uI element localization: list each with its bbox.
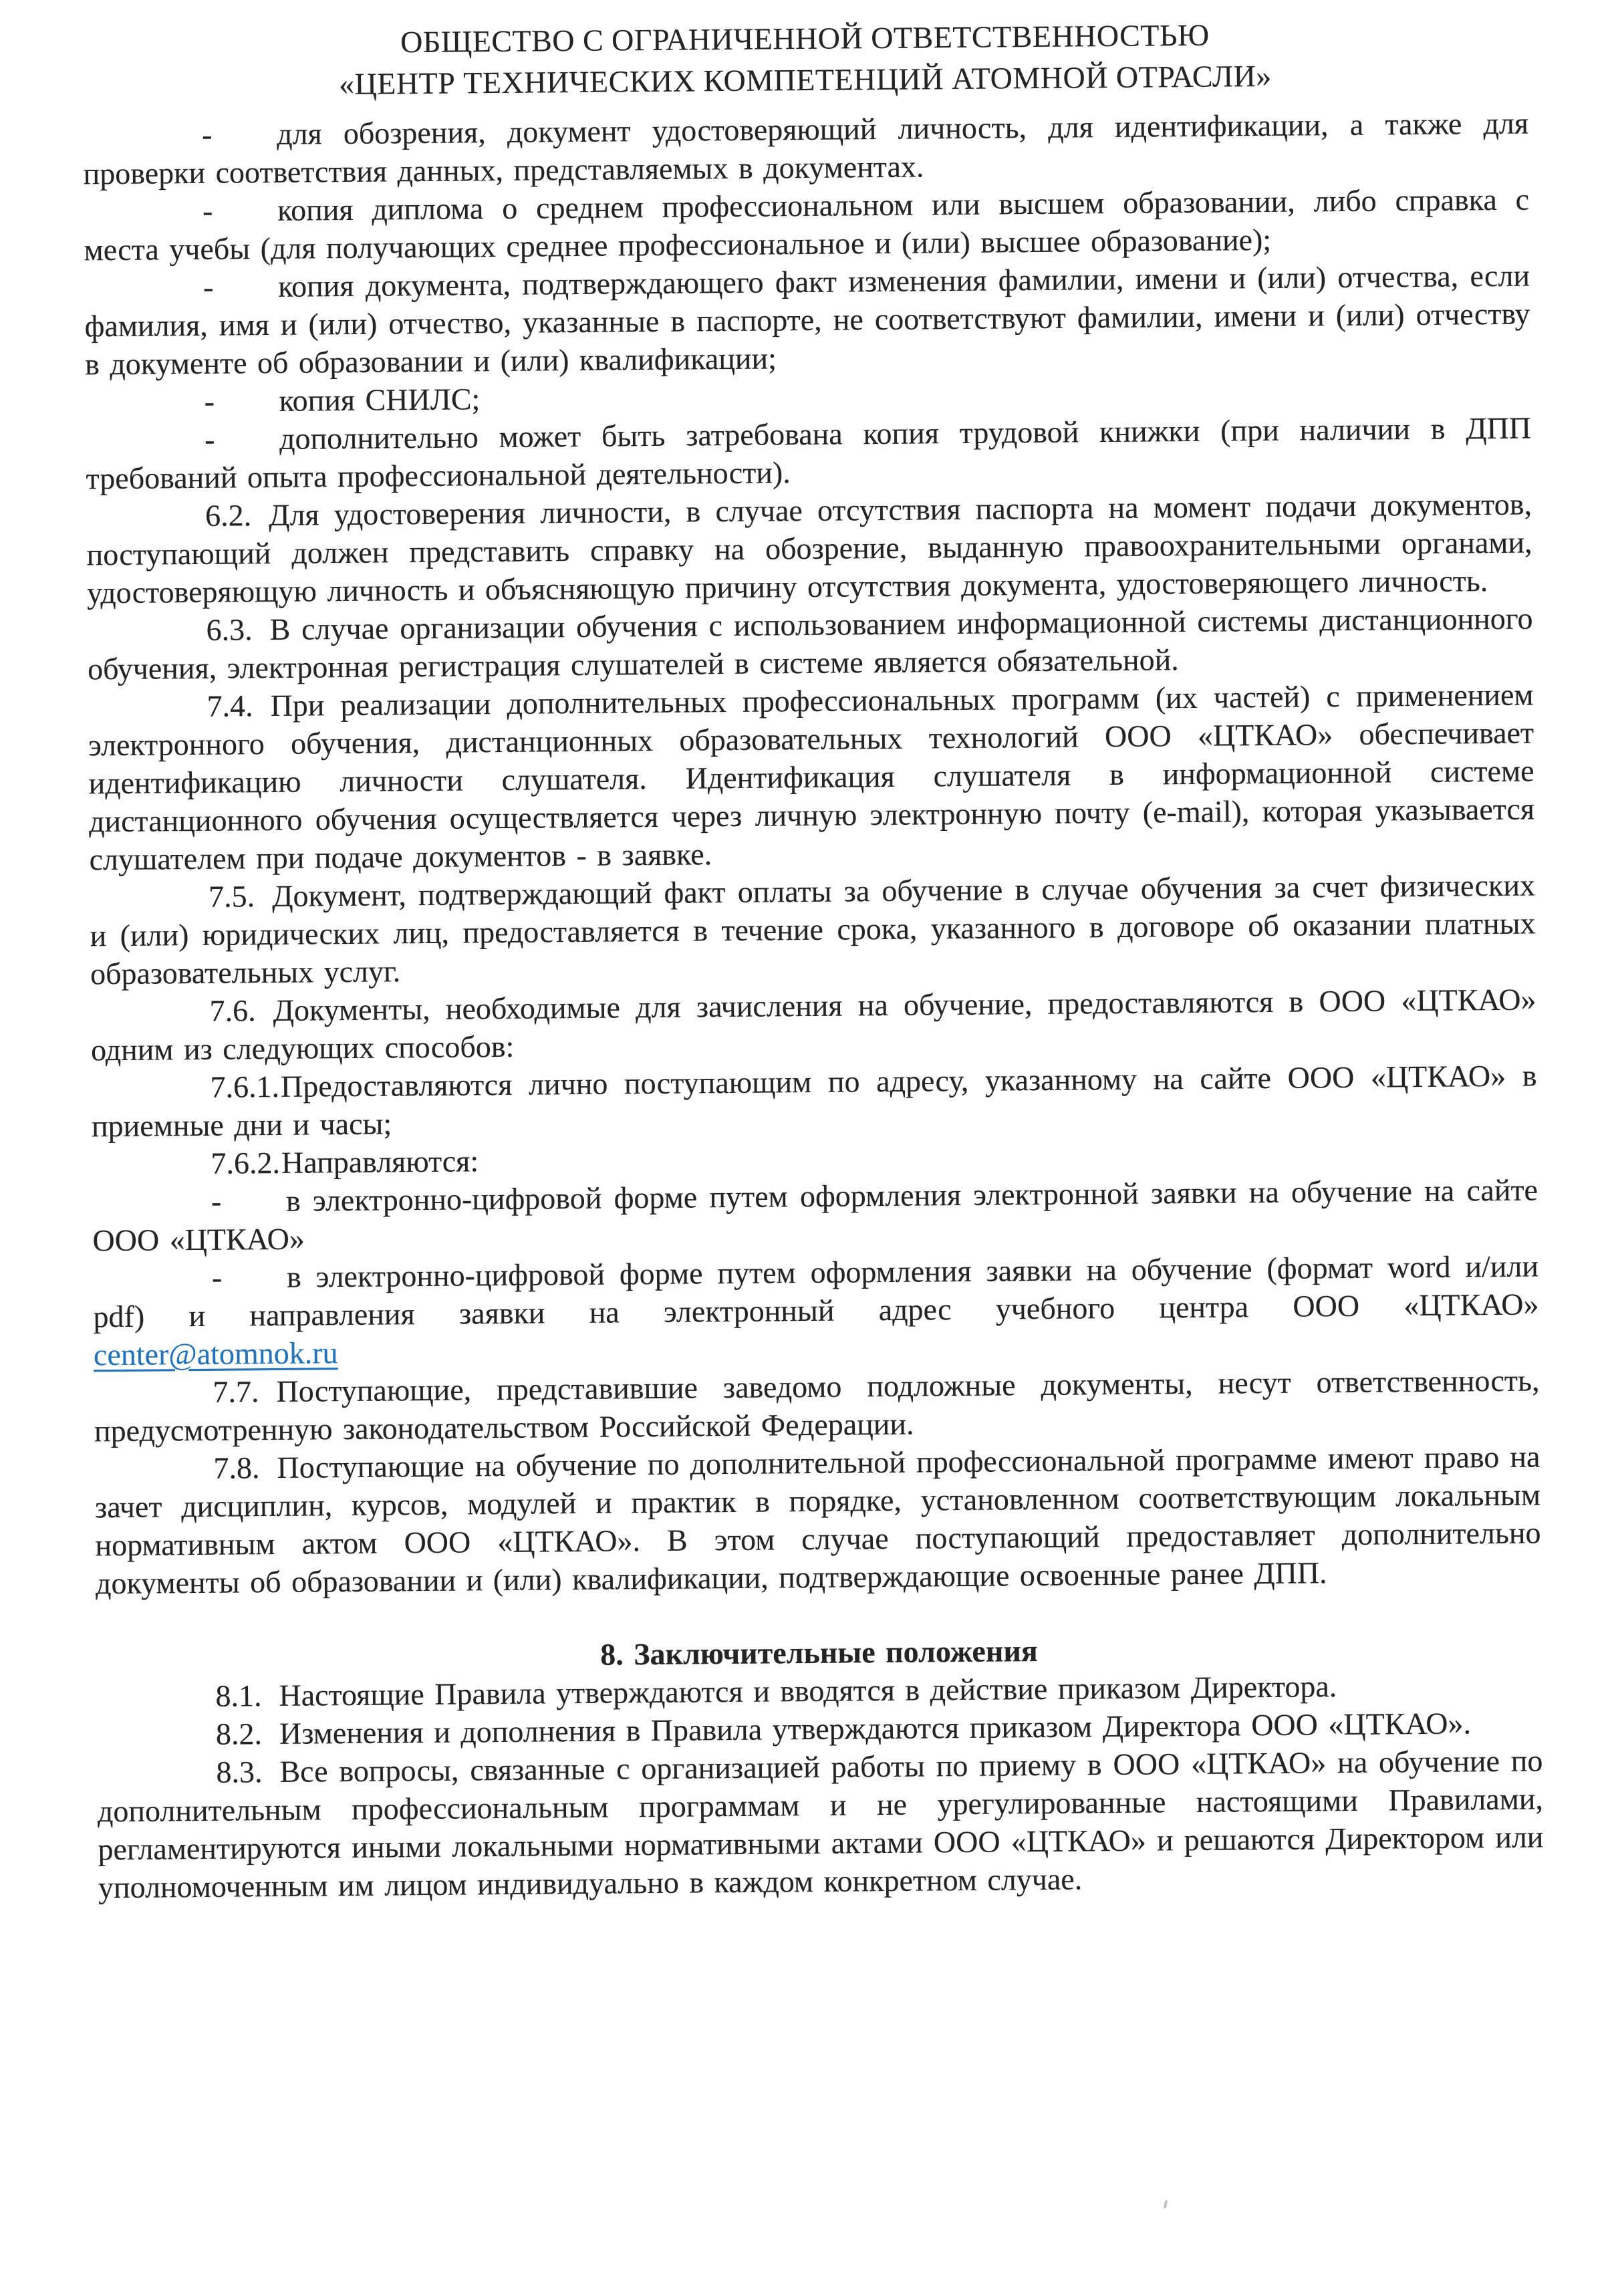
clause-number: 7.4.	[207, 688, 253, 723]
clause-text: Все вопросы, связанные с организацией работы по приему в ООО «ЦТКАО» на обучение по дополнительным профессиональным программам и не урегулированные настоящими Правилами, регламентируются иными локальными нормативными актами ООО «ЦТКАО» и решаются Директором или уполномоченным им лицом индивидуально в каждом конкретном случае.	[97, 1743, 1544, 1905]
numbered-clause	[94, 1361, 1540, 1450]
bullet-text: копия документа, подтверждающего факт изменения фамилии, имени и (или) отчества, если фамилия, имя и (или) отчество, указанные в паспорте, не соответствуют фамилии, имени и (или) отчеству в документе об образовании и (или) квалификации;	[84, 258, 1530, 382]
clause-text: При реализации дополнительных профессиональных программ (их частей) с применением электронного обучения, дистанционных образовательных технологий ООО «ЦТКАО» обеспечивает идентификацию личности слушателя. Идентификация слушателя в информационной системе дистанционного обучения осуществляется через личную электронную почту (e-mail), которая указывается слушателем при подаче документов - в заявке.	[88, 677, 1535, 877]
bullet-dash: -	[203, 269, 214, 304]
bullet-dash: -	[204, 384, 215, 418]
clause-number: 7.7.	[213, 1374, 259, 1409]
bullet-text: в электронно-цифровой форме путем оформления электронной заявки на обучение на сайте ООО «ЦТКАО»	[92, 1172, 1538, 1258]
numbered-clause	[90, 866, 1536, 993]
org-name-line2: «ЦЕНТР ТЕХНИЧЕСКИХ КОМПЕТЕНЦИЙ АТОМНОЙ ОТРАСЛИ»	[338, 58, 1272, 102]
bullet-item	[86, 409, 1532, 498]
clause-text: Документ, подтверждающий факт оплаты за обучение в случае обучения за счет физических и (или) юридических лиц, предоставляется в течение срока, указанного в договоре об оказании платных образовательных услуг.	[90, 868, 1536, 991]
bullet-text: копия СНИЛС;	[279, 382, 481, 418]
numbered-clause	[87, 600, 1533, 688]
org-name-line1: ОБЩЕСТВО С ОГРАНИЧЕННОЙ ОТВЕТСТВЕННОСТЬЮ	[400, 17, 1210, 59]
clause-number: 7.6.2.	[211, 1145, 281, 1180]
clause-text: Настоящие Правила утверждаются и вводятся в действие приказом Директора.	[279, 1669, 1337, 1712]
clause-text: Изменения и дополнения в Правила утверждаются приказом Директора ООО «ЦТКАО».	[279, 1706, 1472, 1751]
bullet-dash: -	[204, 422, 215, 457]
clause-text: Поступающие, представившие заведомо подложные документы, несут ответственность, предусмотренную законодательством Российской Федерации.	[94, 1363, 1540, 1448]
scan-speck	[1164, 2200, 1168, 2209]
numbered-clause	[90, 980, 1536, 1069]
clause-number: 6.3.	[206, 612, 253, 647]
scanned-text-block	[82, 12, 1544, 1907]
clause-number: 7.6.1.	[210, 1069, 280, 1104]
clause-text: Направляются:	[281, 1144, 479, 1180]
org-header	[82, 12, 1528, 108]
bullet-dash: -	[202, 193, 213, 228]
clause-number: 8.1.	[215, 1678, 262, 1713]
bullet-dash: -	[201, 117, 213, 152]
clause-text: Предоставляются лично поступающим по адресу, указанному на сайте ООО «ЦТКАО» в приемные дни и часы;	[91, 1058, 1537, 1144]
clause-number: 7.5.	[208, 879, 255, 914]
clause-text: В случае организации обучения с использованием информационной системы дистанционного обучения, электронная регистрация слушателей в системе является обязательной.	[87, 601, 1533, 686]
clause-number: 7.6.	[209, 993, 256, 1028]
bullet-text: для обозрения, документ удостоверяющий личность, для идентификации, а также для проверки соответствия данных, представляемых в документах.	[83, 106, 1529, 191]
bullet-text: дополнительно может быть затребована копия трудовой книжки (при наличии в ДПП требований опыта профессиональной деятельности).	[86, 410, 1532, 496]
numbered-clause	[94, 1437, 1541, 1602]
numbered-clause	[86, 485, 1532, 612]
numbered-clause	[88, 676, 1534, 879]
bullet-dash: -	[211, 1184, 222, 1219]
email-link[interactable]: center@atomnok.ru	[93, 1335, 338, 1372]
bullet-dash: -	[211, 1260, 223, 1295]
bullet-item	[83, 104, 1529, 193]
bullet-item	[92, 1170, 1538, 1259]
bullet-item	[84, 180, 1530, 269]
clause-text: Поступающие на обучение по дополнительной профессиональной программе имеют право на зачет дисциплин, курсов, модулей и практик в порядке, установленном соответствующим локальным нормативным актом ООО «ЦТКАО». В этом случае поступающий предоставляет дополнительно документы об образовании и (или) квалификации, подтверждающие освоенные ранее ДПП.	[94, 1439, 1541, 1601]
bullet-text: копия диплома о среднем профессиональном или высшем образовании, либо справка с места учебы (для получающих среднее профессиональное и (или) высшее образование);	[84, 182, 1530, 267]
bullet-item	[84, 257, 1530, 384]
numbered-clause	[97, 1741, 1544, 1906]
numbered-clause	[91, 1056, 1537, 1145]
clause-text: Для удостоверения личности, в случае отсутствия паспорта на момент подачи документов, поступающий должен представить справку на обозрение, выданную правоохранительными органами, удостоверяющую личность и объясняющую причину отсутствия документа, удостоверяющего личность.	[86, 487, 1532, 610]
bullet-text: в электронно-цифровой форме путем оформления заявки на обучение (формат word и/или pdf) и направления заявки на электронный адрес учебного центра ООО «ЦТКАО»	[93, 1249, 1539, 1334]
section-heading-text: 8. Заключительные положения	[599, 1634, 1038, 1672]
clause-text: Документы, необходимые для зачисления на обучение, предоставляются в ООО «ЦТКАО» одним из следующих способов:	[90, 982, 1536, 1067]
clause-number: 6.2.	[205, 498, 252, 533]
clause-number: 8.3.	[216, 1755, 263, 1789]
clause-number: 8.2.	[215, 1716, 263, 1751]
bullet-item-with-link	[93, 1247, 1539, 1374]
clause-number: 7.8.	[213, 1450, 260, 1485]
